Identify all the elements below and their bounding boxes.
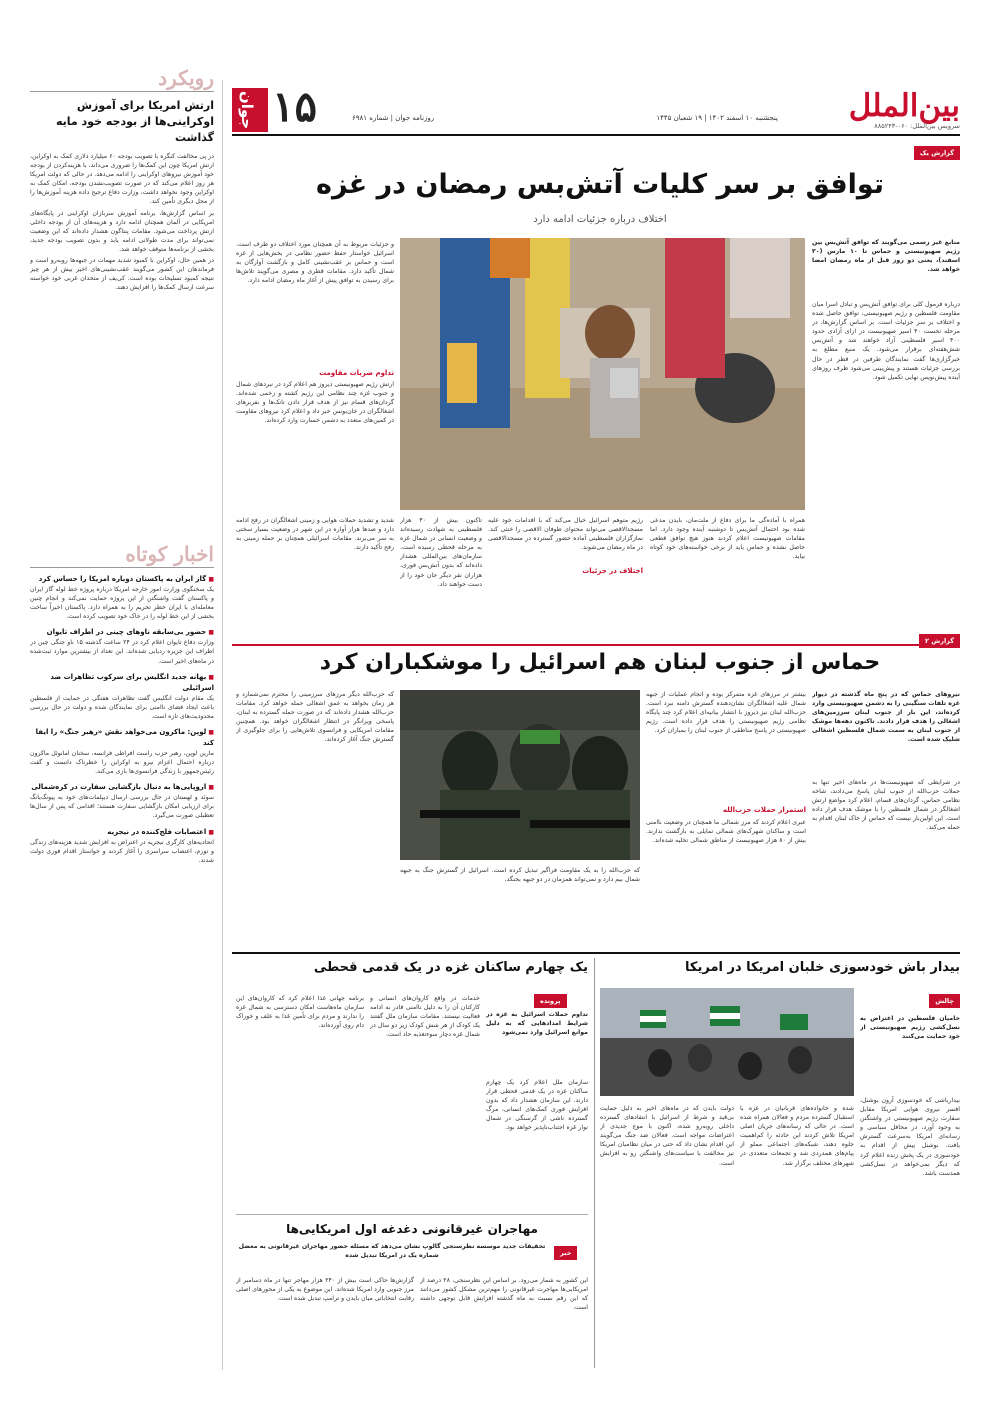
story2-bottom1: عبری اعلام کردند که مرز شمالی ما همچنان در وضعیت ناامنی است و ساکنان شهرک‌های شمالی تمایلی به بازگشت ندارند. بیش از ۸۰ هزار صهیونیست از مناطق شمالی تخلیه شده‌اند. [646, 819, 806, 845]
story-divider [236, 1214, 588, 1215]
story1-subhead: اختلاف درباره جزئیات ادامه دارد [533, 214, 667, 225]
brief-item [30, 672, 214, 721]
rooykard-paragraph: در همین حال، اوکراین با کمبود شدید مهمات در جبهه‌ها روبه‌رو است و فرماندهان این کشور می‌گویند عقب‌نشینی‌های اخیر بیش از هر چیز نتیجه کمبود تسلیحات بوده است. کی‌یف از متحدان غربی خود خواسته سرعت ارسال کمک‌ها را افزایش دهند. [30, 257, 214, 292]
story5-body2: گزارش‌ها حاکی است بیش از ۲۴۰ هزار مهاجر تنها در ماه دسامبر از مرز جنوبی وارد امریکا شده‌اند. این موضوع به یکی از محورهای اصلی رقابت انتخاباتی میان بایدن و ترامپ تبدیل شده است. [236, 1277, 414, 1303]
column-divider [594, 958, 595, 1368]
brief-title: ■ اعتصابات فلج‌کننده در نیجریه [30, 827, 214, 838]
story1-col2b: ارتش رژیم صهیونیستی دیروز هم اعلام کرد در نبردهای شمال و جنوب غزه چند نظامی این رژیم کشته و زخمی شده‌اند. گردان‌های قسام نیز از هدف قرار دادن تانک‌ها و نفربرهای اشغالگران در خان‌یونس خبر داد و اعلام کرد نیروهای مقاومت در کمین‌های متعدد به دشمن خسارت وارد کرده‌اند. [236, 381, 394, 425]
rooykard-label: رویکرد [158, 66, 214, 90]
story5-headline: مهاجران غیرقانونی دغدغه اول امریکایی‌ها [286, 1222, 538, 1236]
rooykard-banner [30, 66, 214, 92]
story1-col1: درباره فرمول کلی برای توافق آتش‌بس و تبادل اسرا میان مقاومت فلسطین و رژیم صهیونیستی، توافق حاصل شده و اختلاف بر سر جزئیات است. بر اساس گزارش‌ها، در مرحله نخست ۴۰ اسیر صهیونیست در ازای آزادی حدود ۴۰۰ اسیر فلسطینی آزاد خواهند شد و آتش‌بس شش‌هفته‌ای برقرار می‌شود. یک منبع مطلع به خبرگزاری‌ها گفت نمایندگان طرفین در قطر در حال بررسی جزئیات هستند و پیش‌بینی می‌شود ظرف روزهای آینده پیش‌نویس نهایی تکمیل شود. [812, 301, 960, 381]
story5-body1: این کشور به شمار می‌رود. بر اساس این نظرسنجی، ۲۸ درصد از امریکایی‌ها مهاجرت غیرقانونی را مهم‌ترین مشکل کشور می‌دانند که این رقم نسبت به ماه گذشته افزایش قابل توجهی داشته است. [420, 1277, 588, 1312]
story2-bottom2: که حزب‌الله را به یک مقاومت فراگیر تبدیل کرده است. اسرائیل از گسترش جنگ به جبهه شمال بیم دارد و نمی‌تواند همزمان در دو جبهه بجنگد. [400, 867, 640, 884]
brief-title: ■ لوپن: ماکرون می‌خواهد نقش «رهبر جنگ» را ایفا کند [30, 727, 214, 749]
protest-photo [600, 988, 854, 1096]
story5-lead: تحقیقات جدید موسسه نظرسنجی گالوپ نشان می‌دهد که مسئله حضور مهاجران غیرقانونی به معضل شماره یک در امریکا تبدیل شده [238, 1243, 546, 1260]
column-divider [222, 80, 223, 1370]
story1-bottom1: همراه با آماده‌گی ما برای دفاع از ملت‌مان، بایدن مدعی شده بود احتمال آتش‌بس تا دوشنبه آینده وجود دارد. اما مقامات صهیونیست اعلام کردند هنوز هیچ توافق قطعی حاصل نشده و حماس باید از برخی خواسته‌های خود کوتاه بیاید. [650, 517, 805, 561]
story2-tag: گزارش ۲ [919, 634, 960, 648]
brief-title: ■ گاز ایران به پاکستان دوباره امریکا را حساس کرد [30, 574, 214, 585]
story3-body2: شده و خانواده‌های قربانیان در غزه با استقبال گسترده مردم و فعالان همراه شده است. در حالی که رسانه‌های جریان اصلی امریکا تلاش کردند این حادثه را کم‌اهمیت جلوه دهند، شبکه‌های اجتماعی مملو از پیام‌های همدردی شد و تجمعات متعددی در شهرهای مختلف برگزار شد. [740, 1105, 854, 1167]
hamas-fighters-photo [400, 690, 640, 860]
story3-tag: چالش [929, 994, 960, 1008]
left-column [30, 66, 214, 1366]
brief-body: یک سخنگوی وزارت امور خارجه امریکا درباره پروژه خط لوله گاز ایران و پاکستان گفت واشنگتن از این پروژه حمایت نمی‌کند و انجام چنین معامله‌ای با ایران خطر تحریم را به همراه دارد. پاکستان اخیراً ساخت بخشی از این خط لوله را در خاک خود تصویب کرده است. [30, 586, 214, 621]
story3-lead: حامیان فلسطین در اعتراض به نسل‌کشی رژیم صهیونیستی از خود حمایت می‌کنند [860, 1015, 960, 1041]
story2-headline: حماس از جنوب لبنان هم اسرائیل را موشکباران کرد [319, 650, 881, 675]
gaza-photo-illustration [400, 238, 805, 510]
story4-body1: سازمان ملل اعلام کرد یک چهارم ساکنان غزه در یک قدمی قحطی قرار دارند. این سازمان هشدار داد که بدون افزایش فوری کمک‌های انسانی، مرگ گسترده ناشی از گرسنگی در شمال نوار غزه اجتناب‌ناپذیر خواهد بود. [486, 1079, 588, 1132]
briefs-label: اخبار کوتاه [125, 542, 214, 566]
story-divider [232, 644, 960, 646]
story1-headline: توافق بر سر کلیات آتش‌بس رمضان در غزه [316, 169, 884, 200]
brief-item [30, 827, 214, 865]
protest-photo-illustration [600, 988, 854, 1096]
masthead-subtitle: سرویس بین‌الملل: ۰۶۰-۸۸۵۲۴۳ [874, 122, 960, 130]
story1-tag: گزارش یک [914, 146, 960, 160]
brief-item [30, 627, 214, 665]
rooykard-paragraph: در پی مخالفت کنگره با تصویب بودجه ۶۰ میلیارد دلاری کمک به اوکراین، ارتش امریکا چون این کمک‌ها را ضروری می‌داند، با هزینه‌کردن از بودجه خود آموزش نیروهای اوکراینی را ادامه می‌دهد. در حالی که دولت امریکا هر روز اعلام می‌کند که در صورت تصویب‌نشدن بودجه، امکان کمک به اوکراین وجود نخواهد داشت، وزارت دفاع ترجیح داده هزینه آموزش‌ها را از محل دیگری تأمین کند. [30, 153, 214, 206]
issue-info: روزنامه جوان | شماره ۶۹۸۱ [352, 114, 435, 122]
story3-body3: دولت بایدن که در ماه‌های اخیر به دلیل حمایت بی‌قید و شرط از اسرائیل با انتقادهای گسترده داخلی روبه‌رو شده، اکنون با موج جدیدی از اعتراضات مواجه است. فعالان ضد جنگ می‌گویند این اقدام نشان داد که حتی در میان نظامیان امریکا نیز مخالفت با سیاست‌های واشنگتن رو به افزایش است. [600, 1105, 734, 1167]
brief-body: اتحادیه‌های کارگری نیجریه در اعتراض به افزایش شدید هزینه‌های زندگی و تورم، اعتصاب سراسری را آغاز کردند و خواستار اقدام فوری دولت شدند. [30, 838, 214, 864]
page-header [232, 84, 960, 136]
rooykard-title: ارتش امریکا برای آموزش اوکراینی‌ها از بودجه خود مایه گذاشت [55, 99, 214, 144]
brief-item [30, 782, 214, 820]
story1-col2: و جزئیات مربوط به آن همچنان مورد اختلاف دو طرف است. اسرائیل خواستار حفظ حضور نظامی در بخش‌هایی از غزه است و حماس بر عقب‌نشینی کامل و بازگشت آوارگان به شمال تأکید دارد. مقامات قطری و مصری می‌گویند تلاش‌ها برای رسیدن به توافق پیش از آغاز ماه رمضان ادامه دارد. [236, 241, 394, 285]
story4-body2: خدمات در واقع کاروان‌های انسانی و کارکنان آن را به دلیل ناامنی قادر به ادامه فعالیت نیستند. مقامات سازمان ملل گفتند یک کودک از هر شش کودک زیر دو سال در شمال غزه دچار سوءتغذیه حاد است. [370, 995, 480, 1039]
masthead-title: بین‌الملل [848, 88, 960, 124]
story2-col1-subhead: استمرار حملات حزب‌الله [722, 806, 806, 814]
rooykard-body [30, 152, 214, 522]
story1-bottom2: رژیم متوهم اسرائیل خیال می‌کند که با اقدامات خود علیه مسجدالاقصی می‌تواند محتوای طوفان الاقصی را خنثی کند. نمازگزاران فلسطینی آماده حضور گسترده در مسجدالاقصی در ماه رمضان می‌شوند. [488, 517, 643, 552]
story5-tag: خبر [554, 1246, 577, 1260]
brief-body: مارین لوپن، رهبر حزب راست افراطی فرانسه، سخنان امانوئل ماکرون درباره احتمال اعزام نیرو به اوکراین را خطرناک دانست و گفت رئیس‌جمهور با زندگی فرانسوی‌ها بازی می‌کند. [30, 749, 214, 776]
story2-col1: در شرایطی که صهیونیست‌ها در ماه‌های اخیر تنها به حملات حزب‌الله از جنوب لبنان پاسخ می‌دادند، شاخه نظامی حماس، گردان‌های قسام، اعلام کرد مواضع ارتش اشغالگر در شمال فلسطین را با موشک هدف قرار داده است. این اولین‌بار نیست که حماس از خاک لبنان اقدام به حمله می‌کند. [812, 779, 960, 832]
briefs-banner [30, 542, 214, 568]
story3-headline: بیدار باش خودسوزی خلبان امریکا در امریکا [685, 960, 960, 975]
story1-bottom3: تاکنون بیش از ۳۰ هزار فلسطینی به شهادت رسیده‌اند و وضعیت انسانی در شمال غزه به مرحله قحطی رسیده است. سازمان‌های بین‌المللی هشدار داده‌اند که بدون آتش‌بس فوری، هزاران نفر دیگر جان خود را از دست خواهند داد. [400, 517, 482, 588]
gaza-children-photo [400, 238, 805, 510]
story2-col3: که حزب‌الله دیگر مرزهای سرزمینی را محترم نمی‌شمارد و هر زمان بخواهد به عمق اشغالی حمله خواهد کرد. مقامات حزب‌الله هشدار داده‌اند که در صورت حمله گسترده به لبنان، پاسخی ویرانگر در انتظار اشغالگران خواهد بود. همچنین مقامات امریکایی و فرانسوی تلاش‌هایی را برای جلوگیری از گسترش جنگ آغاز کرده‌اند. [236, 691, 394, 744]
brand-badge: جوان [232, 88, 268, 132]
story-divider [232, 952, 960, 954]
masthead [790, 88, 960, 132]
story1-bottom4: شدید و تشدید حملات هوایی و زمینی اشغالگران در رفح ادامه دارد و صدها هزار آواره در این شهر در وضعیت بسیار سختی به سر می‌برند. مقامات اسرائیلی همچنان بر حمله زمینی به رفح تأکید دارند. [236, 517, 394, 552]
brief-body: وزارت دفاع تایوان اعلام کرد در ۲۴ ساعت گذشته ۱۵ ناو جنگی چین در اطراف این جزیره ردیابی شده‌اند. این تعداد از بیشترین موارد ثبت‌شده در ماه‌های اخیر است. [30, 639, 214, 665]
brand-block [232, 84, 347, 136]
brief-body: یک مقام دولت انگلیس گفت تظاهرات هفتگی در حمایت از فلسطین باعث ایجاد فضای ناامنی برای نمایندگان شده و دولت در حال بررسی محدودیت‌های تازه است. [30, 694, 214, 720]
story2-col2: بیشتر در مرزهای غزه متمرکز بوده و انجام عملیات از جبهه شمال علیه اشغالگران نشان‌دهنده گسترش دامنه نبرد است. حزب‌الله لبنان نیز دیروز با انتشار بیانیه‌ای اعلام کرد چند پایگاه نظامی رژیم صهیونیستی را هدف قرار داده است. رژیم صهیونیستی در پاسخ مناطقی از جنوب لبنان را بمباران کرد. [646, 691, 806, 735]
story4-lead: تداوم حملات اسرائیل به غزه در شرایط امدادهایی که به دلیل موانع اسرائیل وارد نمی‌شود [486, 1011, 588, 1037]
brief-title: ■ حضور بی‌سابقه ناوهای چینی در اطراف تایوان [30, 627, 214, 638]
story4-headline: یک چهارم ساکنان غزه در یک قدمی قحطی [313, 960, 588, 975]
story2-col3-cont [236, 866, 394, 938]
brand-page-number: ۱۵ [272, 82, 318, 131]
rooykard-paragraph: بر اساس گزارش‌ها، برنامه آموزش سربازان اوکراینی در پایگاه‌های امریکایی در آلمان همچنان ادامه دارد و هزینه‌های آن از بودجه داخلی ارتش پرداخت می‌شود. مقامات پنتاگون هشدار داده‌اند که این وضعیت نمی‌تواند برای مدت طولانی ادامه یابد و بدون تصویب بودجه جدید، بخشی از برنامه‌ها متوقف خواهد شد. [30, 209, 214, 253]
brief-title: ■ اروپایی‌ها به دنبال بازگشایی سفارت در کره‌شمالی [30, 782, 214, 793]
story1-lead: منابع غیر رسمی می‌گویند که توافق آتش‌بس بین رژیم صهیونیستی و حماس تا ۱۰ مارس (۲۰ اسفند)، یعنی دو روز قبل از ماه رمضان امضا خواهد شد. [812, 239, 960, 274]
brief-body: سوئد و لهستان در حال بررسی ارسال دیپلمات‌های خود به پیونگ‌یانگ برای ارزیابی امکان بازگشایی سفارت هستند؛ اقدامی که پس از سال‌ها تعطیلی صورت می‌گیرد. [30, 794, 214, 820]
story4-tag: پرونده [534, 994, 567, 1008]
brief-item [30, 574, 214, 621]
story4-body3: برنامه جهانی غذا اعلام کرد که کاروان‌های این سازمان ماه‌هاست امکان دسترسی به شمال غزه را ندارند و مردم برای تأمین غذا به علف و خوراک دام روی آورده‌اند. [236, 995, 364, 1030]
dateline: پنجشنبه ۱۰ اسفند ۱۴۰۲ | ۱۹ شعبان ۱۴۴۵ [656, 114, 778, 122]
story2-lead: نیروهای حماس که در پنج ماه گذشته در دیوار غزه تلفات سنگینی را به دشمن صهیونیستی وارد کرده‌اند، این بار از جنوب لبنان سرزمین‌های اشغالی را هدف قرار دادند. تاکنون دهه‌ها موشک از جنوب لبنان به سمت شمال فلسطین اشغالی شلیک شده است. [812, 691, 960, 744]
story1-col2-subhead: تداوم ضربات مقاومت [319, 369, 394, 377]
story1-bottom2-subhead: اختلاف در جزئیات [582, 567, 643, 575]
hamas-photo-illustration [400, 690, 640, 860]
brief-item [30, 727, 214, 776]
brief-title: ■ بهانه جدید انگلیس برای سرکوب تظاهرات ضد اسرائیلی [30, 672, 214, 694]
story3-body1: بیدارباشی که خودسوزی آرون بوشنل، افسر نیروی هوایی امریکا مقابل سفارت رژیم صهیونیستی در واشنگتن به وجود آورد، در محافل سیاسی و رسانه‌ای امریکا به‌سرعت گسترش یافت. بوشنل پیش از اقدام به خودسوزی در یک پخش زنده اعلام کرد که دیگر نمی‌خواهد در نسل‌کشی همدست باشد. [860, 1097, 960, 1177]
